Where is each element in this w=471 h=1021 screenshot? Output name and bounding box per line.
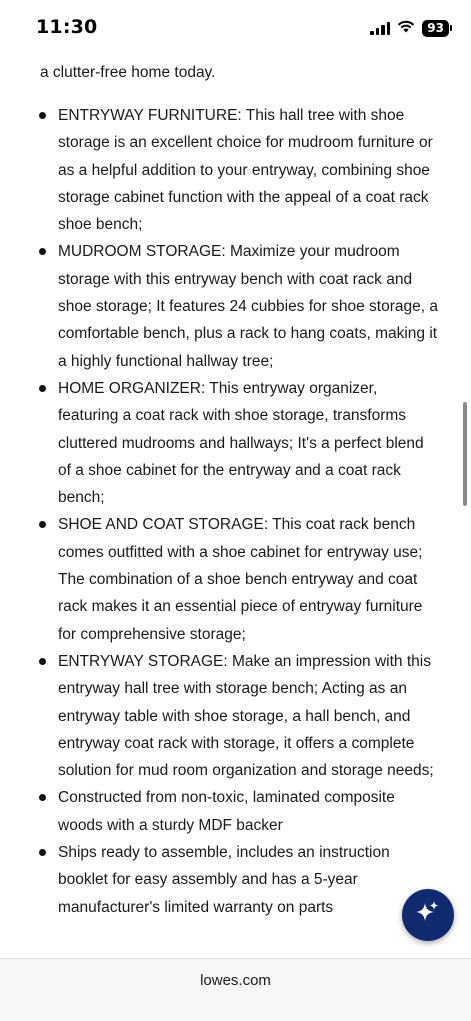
- ai-assistant-button[interactable]: [402, 889, 454, 941]
- feature-item: MUDROOM STORAGE: Maximize your mudroom storage with this entryway bench with coat rack and shoe storage; It features 24 cubbies for shoe storage, a comfortable bench, plus a rack to hang coats, making it a highly functional hallway tree;: [58, 238, 438, 374]
- status-bar: [0, 0, 471, 56]
- url-text[interactable]: lowes.com: [200, 972, 271, 989]
- cellular-signal-icon: [370, 22, 390, 35]
- feature-list: [0, 102, 438, 921]
- battery-icon: 93: [422, 20, 449, 37]
- feature-item: ENTRYWAY STORAGE: Make an impression with this entryway hall tree with storage bench; Acting as an entryway table with shoe storage, a hall bench, and entryway coat rack with storage, it offers a complete solution for mud room organization and storage needs;: [58, 648, 438, 784]
- feature-item: SHOE AND COAT STORAGE: This coat rack bench comes outfitted with a shoe cabinet for entryway use; The combination of a shoe bench entryway and coat rack makes it an essential piece of entryway furniture for comprehensive storage;: [58, 511, 438, 647]
- product-description: [0, 56, 471, 958]
- feature-item: ENTRYWAY FURNITURE: This hall tree with shoe storage is an excellent choice for mudroom furniture or as a helpful addition to your entryway, combining shoe storage cabinet function with the appeal of a coat rack shoe bench;: [58, 102, 438, 238]
- feature-item: Constructed from non-toxic, laminated composite woods with a sturdy MDF backer: [58, 784, 438, 839]
- wifi-icon: [397, 19, 415, 38]
- scrollbar[interactable]: [463, 402, 467, 506]
- browser-url-bar[interactable]: [0, 958, 471, 1021]
- feature-item: HOME ORGANIZER: This entryway organizer, featuring a coat rack with shoe storage, transforms cluttered mudrooms and hallways; It's a perfect blend of a shoe cabinet for the entryway and a coat rack bench;: [58, 375, 438, 511]
- status-time: 11:30: [36, 16, 98, 38]
- intro-line: a clutter-free home today.: [40, 64, 216, 81]
- feature-item: Ships ready to assemble, includes an instruction booklet for easy assembly and has a 5-year manufacturer's limited warranty on parts: [58, 839, 438, 921]
- sparkle-icon: [414, 899, 442, 932]
- status-icons: [370, 19, 449, 38]
